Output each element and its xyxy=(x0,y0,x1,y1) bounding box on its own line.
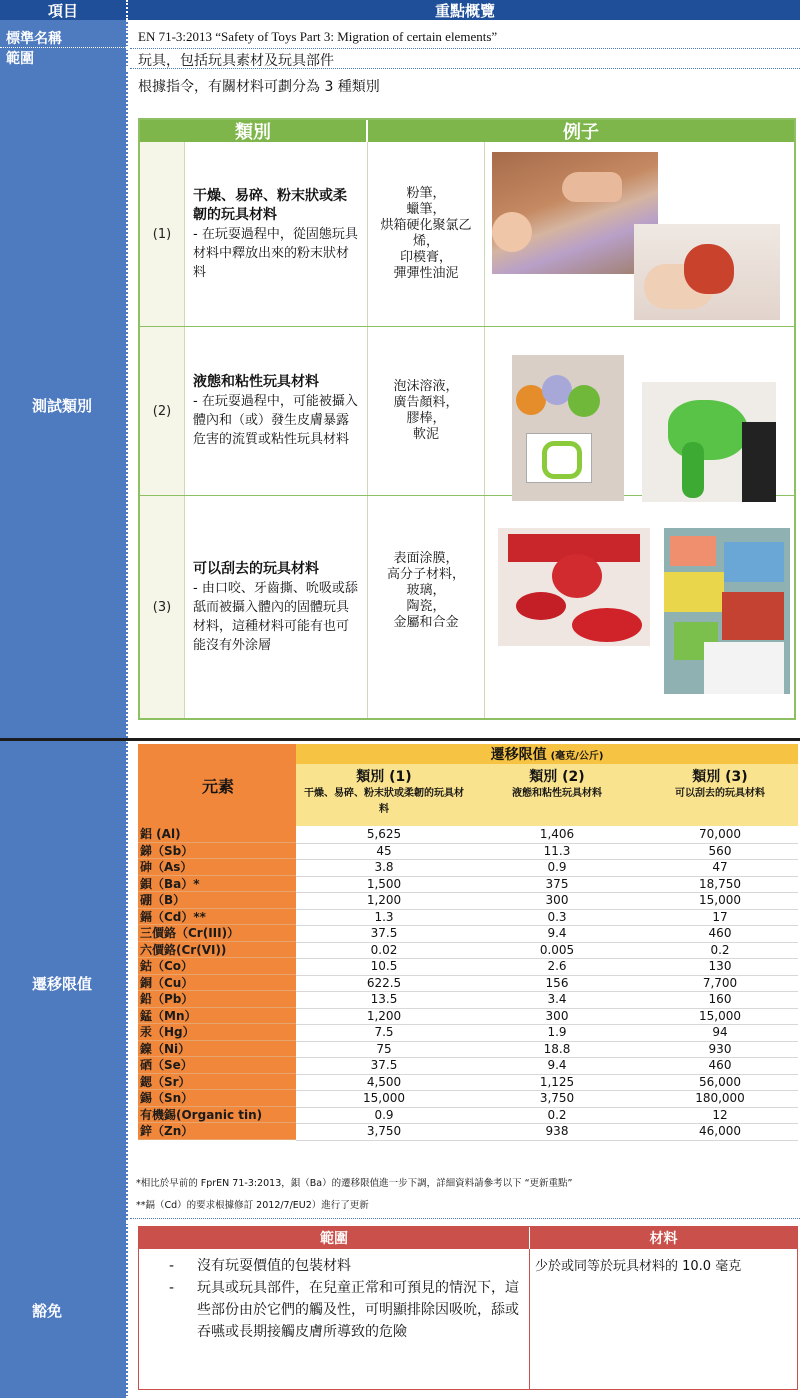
element-name: 硒（Se） xyxy=(138,1057,296,1074)
cat3-value: 70,000 xyxy=(642,826,798,844)
exemption-scope-list xyxy=(169,1255,521,1343)
category-title: 液態和粘性玩具材料 xyxy=(193,374,319,390)
element-name: 鋁 (Al) xyxy=(138,826,296,843)
element-col-header: 元素 xyxy=(138,744,298,826)
cat1-value: 37.5 xyxy=(296,1057,472,1075)
scope-label: 範圍 xyxy=(0,48,128,68)
element-name: 三價鉻（Cr(III)） xyxy=(138,925,296,942)
cat1-value: 15,000 xyxy=(296,1090,472,1108)
cat2-sub: 液態和粘性玩具材料 xyxy=(512,788,602,799)
category-detail: - 在玩耍過程中，可能被攝入體內和（或）發生皮膚暴露危害的流質或粘性玩具材料 xyxy=(193,394,358,447)
category-col-header: 類別 xyxy=(140,120,366,142)
exemption-item: 沒有玩耍價值的包裝材料 xyxy=(197,1258,351,1274)
footnote-barium: *相比於早前的 FprEN 71-3:2013，鋇（Ba）的遷移限值進一步下調，詳細資料請參考以下 “更新重點” xyxy=(136,1178,573,1189)
cat1-name: 類別 (1) xyxy=(356,769,412,785)
element-name: 錫（Sn） xyxy=(138,1090,296,1107)
test-categories-intro: 根據指令，有關材料可劃分為 3 種類別 xyxy=(138,79,380,95)
cat1-value: 0.9 xyxy=(296,1107,472,1125)
category-table xyxy=(138,118,796,720)
element-name: 六價鉻(Cr(VI)) xyxy=(138,942,296,959)
cat1-value: 5,625 xyxy=(296,826,472,844)
cat3-value: 12 xyxy=(642,1107,798,1125)
cat2-value: 300 xyxy=(472,1008,642,1026)
migration-label: 遷移限值 xyxy=(0,744,128,1222)
example-col-header: 例子 xyxy=(368,120,794,142)
element-name: 鎳（Ni） xyxy=(138,1041,296,1058)
section-separator xyxy=(0,738,800,741)
category-number: (3) xyxy=(140,496,184,718)
tea-set-photo xyxy=(498,528,650,646)
cat2-value: 18.8 xyxy=(472,1041,642,1059)
cat1-value: 4,500 xyxy=(296,1074,472,1092)
cat2-name: 類別 (2) xyxy=(529,769,585,785)
test-categories-label: 測試類別 xyxy=(0,70,128,740)
category-examples: 表面涂膜， 高分子材料， 玻璃， 陶瓷， 金屬和合金 xyxy=(386,551,465,630)
cat1-value: 0.02 xyxy=(296,942,472,960)
wooden-animals-photo xyxy=(664,528,790,694)
grid-line xyxy=(529,1249,530,1389)
exemption-item: 玩具或玩具部件，在兒童正常和可預見的情況下，這些部份由於它們的觸及性，可明顯排除因吸吮，舔或吞嚥或長期接觸皮膚所導致的危險 xyxy=(197,1280,519,1340)
header-item-col: 項目 xyxy=(0,0,128,20)
element-name: 鉛（Pb） xyxy=(138,991,296,1008)
cat3-value: 7,700 xyxy=(642,975,798,993)
standard-label: 標準名稱 xyxy=(0,28,128,48)
cat1-value: 3.8 xyxy=(296,859,472,877)
element-name: 鈷（Co） xyxy=(138,958,296,975)
cat1-value: 3,750 xyxy=(296,1123,472,1141)
category-title: 可以刮去的玩具材料 xyxy=(193,560,319,577)
exemption-material: 少於或同等於玩具材料的 10.0 毫克 xyxy=(535,1259,742,1274)
cat2-value: 938 xyxy=(472,1123,642,1141)
cat2-value: 9.4 xyxy=(472,925,642,943)
grid-line xyxy=(484,142,485,718)
category-examples: 泡沫溶液， 廣告顏料， 膠棒， 軟泥 xyxy=(393,379,459,442)
category-description xyxy=(185,496,367,718)
cat1-value: 37.5 xyxy=(296,925,472,943)
row-divider xyxy=(130,48,800,49)
cat2-value: 375 xyxy=(472,876,642,894)
category-description xyxy=(185,142,367,326)
cat1-value: 45 xyxy=(296,843,472,861)
element-name: 硼（B） xyxy=(138,892,296,909)
migration-group-title: 遷移限值 xyxy=(490,747,547,763)
cat2-value: 3.4 xyxy=(472,991,642,1009)
element-name: 錳（Mn） xyxy=(138,1008,296,1025)
cat2-value: 0.3 xyxy=(472,909,642,927)
exemption-material-header: 材料 xyxy=(530,1227,797,1249)
cat1-value: 1,200 xyxy=(296,892,472,910)
cat3-value: 56,000 xyxy=(642,1074,798,1092)
row-divider xyxy=(130,1218,800,1219)
category-title: 干燥、易碎、粉末狀或柔韌的玩具材料 xyxy=(193,187,347,223)
cat1-header xyxy=(296,764,472,826)
cat2-value: 300 xyxy=(472,892,642,910)
cat3-value: 180,000 xyxy=(642,1090,798,1108)
list-item: - 沒有玩耍價值的包裝材料 xyxy=(169,1255,521,1277)
element-name: 鋅（Zn） xyxy=(138,1123,296,1140)
migration-unit: (毫克/公斤) xyxy=(550,750,604,762)
cat3-name: 類別 (3) xyxy=(692,769,748,785)
cat3-value: 17 xyxy=(642,909,798,927)
cat3-value: 560 xyxy=(642,843,798,861)
cat2-value: 0.2 xyxy=(472,1107,642,1125)
slime-photo xyxy=(642,382,776,502)
cat3-value: 460 xyxy=(642,1057,798,1075)
cat2-value: 156 xyxy=(472,975,642,993)
paint-cups-photo xyxy=(512,355,624,501)
exemption-table xyxy=(138,1226,798,1390)
element-name: 銅（Cu） xyxy=(138,975,296,992)
cat3-value: 18,750 xyxy=(642,876,798,894)
cat2-value: 1,125 xyxy=(472,1074,642,1092)
cat3-header xyxy=(642,764,798,826)
category-detail: - 在玩耍過程中，從固態玩具材料中釋放出來的粉末狀材料 xyxy=(193,226,358,280)
cat2-value: 0.005 xyxy=(472,942,642,960)
cat1-value: 13.5 xyxy=(296,991,472,1009)
cat3-value: 930 xyxy=(642,1041,798,1059)
cat2-header xyxy=(472,764,642,826)
row-divider xyxy=(130,68,800,69)
element-name: 有機錫(Organic tin) xyxy=(138,1107,296,1124)
category-description xyxy=(185,327,367,495)
element-name: 銻（Sb） xyxy=(138,843,296,860)
cat2-value: 1.9 xyxy=(472,1024,642,1042)
category-number: (2) xyxy=(140,327,184,495)
cat2-value: 0.9 xyxy=(472,859,642,877)
element-name: 鍶（Sr） xyxy=(138,1074,296,1091)
cat3-value: 15,000 xyxy=(642,1008,798,1026)
cat1-value: 1.3 xyxy=(296,909,472,927)
cat3-value: 47 xyxy=(642,859,798,877)
cat2-value: 3,750 xyxy=(472,1090,642,1108)
element-name: 鋇（Ba）* xyxy=(138,876,296,893)
cat2-value: 11.3 xyxy=(472,843,642,861)
footnote-cadmium: **鎘（Cd）的要求根據修訂 2012/7/EU2）進行了更新 xyxy=(136,1200,369,1211)
cat3-value: 94 xyxy=(642,1024,798,1042)
playdough-photo xyxy=(634,224,780,320)
exemption-scope-header: 範圍 xyxy=(139,1227,529,1249)
category-detail: - 由口咬、牙齒撕、吮吸或舔舐而被攝入體內的固體玩具材料，這種材料可能有也可能沒有外涂層 xyxy=(193,580,358,653)
category-examples: 粉筆， 蠟筆， 烘箱硬化聚氯乙烯， 印模膏， 彈彈性油泥 xyxy=(380,186,472,281)
cat1-value: 1,200 xyxy=(296,1008,472,1026)
cat2-value: 1,406 xyxy=(472,826,642,844)
cat1-value: 75 xyxy=(296,1041,472,1059)
cat3-value: 460 xyxy=(642,925,798,943)
cat1-sub: 干燥、易碎、粉末狀或柔韌的玩具材料 xyxy=(304,788,464,815)
cat2-value: 9.4 xyxy=(472,1057,642,1075)
cat3-value: 0.2 xyxy=(642,942,798,960)
cat1-value: 1,500 xyxy=(296,876,472,894)
cat2-value: 2.6 xyxy=(472,958,642,976)
cat3-value: 15,000 xyxy=(642,892,798,910)
element-name: 砷（As） xyxy=(138,859,296,876)
cat3-sub: 可以刮去的玩具材料 xyxy=(675,788,765,799)
cat3-value: 130 xyxy=(642,958,798,976)
standard-value: EN 71-3:2013 “Safety of Toys Part 3: Migration of certain elements” xyxy=(138,29,498,44)
element-name: 汞（Hg） xyxy=(138,1024,296,1041)
category-number: (1) xyxy=(140,142,184,326)
cat1-value: 622.5 xyxy=(296,975,472,993)
header-overview-col: 重點概覽 xyxy=(434,1,495,20)
table-header-row xyxy=(0,0,800,20)
list-item: - 玩具或玩具部件，在兒童正常和可預見的情況下，這些部份由於它們的觸及性，可明顯排除因吸吮，舔或吞嚥或長期接觸皮膚所導致的危險 xyxy=(169,1277,521,1343)
exemption-label: 豁免 xyxy=(0,1222,128,1398)
cat3-value: 160 xyxy=(642,991,798,1009)
cat3-value: 46,000 xyxy=(642,1123,798,1141)
element-name: 鎘（Cd）** xyxy=(138,909,296,926)
migration-group-header xyxy=(296,744,798,764)
cat1-value: 7.5 xyxy=(296,1024,472,1042)
cat1-value: 10.5 xyxy=(296,958,472,976)
scope-value: 玩具，包括玩具素材及玩具部件 xyxy=(138,53,334,69)
